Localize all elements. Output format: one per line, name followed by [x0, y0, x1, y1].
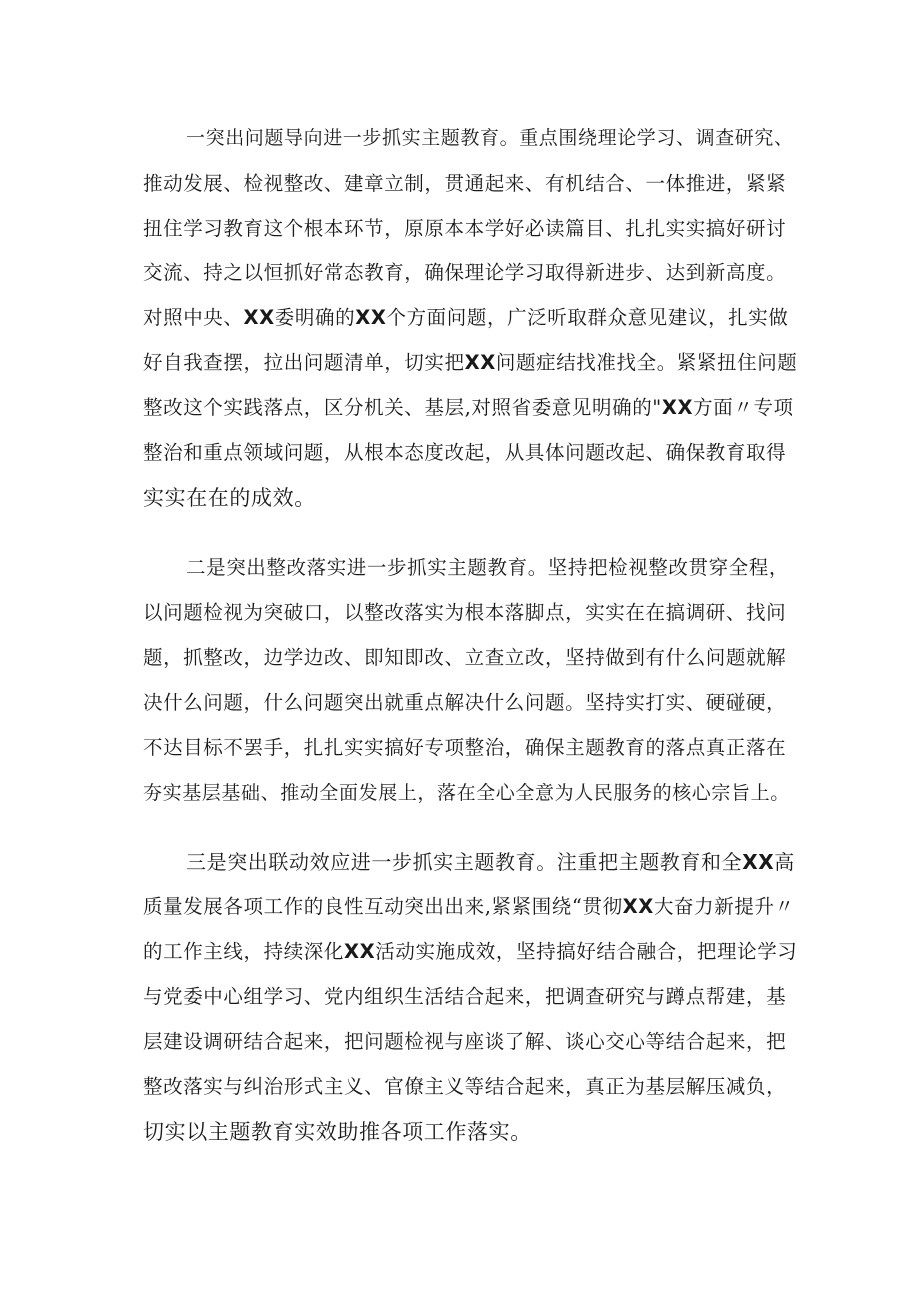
paragraph-1-line-2: 推动发展、检视整改、建章立制，贯通起来、有机结合、一体推进，紧紧 — [143, 172, 787, 195]
paragraph-3-line-3: 的工作主线，持续深化XX活动实施成效，坚持搞好结合融合，把理论学习 — [143, 940, 798, 963]
paragraph-1-line-8: 整治和重点领域问题，从根本态度改起，从具体问题改起、确保教育取得 — [143, 441, 787, 464]
paragraph-2-line-2: 以问题检视为突破口，以整改落实为根本落脚点，实实在在搞调研、找问 — [143, 601, 787, 624]
paragraph-2-line-1: 二是突出整改落实进一步抓实主题教育。坚持把检视整改贯穿全程， — [186, 556, 790, 579]
paragraph-3-line-4: 与党委中心组学习、党内组织生活结合起来，把调查研究与蹲点帮建，基 — [143, 985, 787, 1008]
paragraph-3-line-6: 整改落实与纠治形式主义、官僚主义等结合起来，真正为基层解压减负， — [143, 1075, 787, 1098]
paragraph-1-line-1: 一突出问题导向进一步抓实主题教育。重点围绕理论学习、调查研究、 — [186, 127, 794, 149]
paragraph-2-line-5: 不达目标不罢手，扎扎实实搞好专项整治，确保主题教育的落点真正落在 — [143, 736, 787, 759]
paragraph-1-line-7: 整改这个实践落点，区分机关、基层,对照省委意见明确的"XX方面〃专项 — [143, 396, 794, 419]
paragraph-1-line-6: 好自我查摆，拉出问题清单，切实把XX问题症结找准找全。紧紧扭住问题 — [143, 351, 798, 374]
paragraph-1-line-9: 实实在在的成效。 — [143, 486, 316, 510]
paragraph-1-line-3: 扭住学习教育这个根本环节，原原本本学好必读篇目、扎扎实实搞好研讨 — [143, 217, 787, 240]
paragraph-2-line-3: 题，抓整改，边学边改、即知即改、立查立改，坚持做到有什么问题就解 — [143, 646, 787, 669]
paragraph-2-line-4: 决什么问题，什么问题突出就重点解决什么问题。坚持实打实、硬碰硬， — [143, 691, 787, 714]
paragraph-3-line-2: 质量发展各项工作的良性互动突出出来,紧紧围绕“贯彻XX大奋力新提升〃 — [143, 895, 795, 918]
paragraph-3-line-1: 三是突出联动效应进一步抓实主题教育。注重把主题教育和全XX高 — [186, 850, 795, 874]
paragraph-3-line-7: 切实以主题教育实效助推各项工作落实。 — [143, 1120, 532, 1144]
paragraph-2-line-6: 夯实基层基础、推动全面发展上，落在全心全意为人民服务的核心宗旨上。 — [143, 782, 790, 804]
paragraph-1-line-5: 对照中央、XX委明确的XX个方面问题，广泛听取群众意见建议，扎实做 — [143, 306, 789, 329]
paragraph-3-line-5: 层建设调研结合起来，把问题检视与座谈了解、谈心交心等结合起来，把 — [143, 1030, 787, 1053]
paragraph-1-line-4: 交流、持之以恒抓好常态教育，确保理论学习取得新进步、达到新高度。 — [143, 261, 787, 284]
